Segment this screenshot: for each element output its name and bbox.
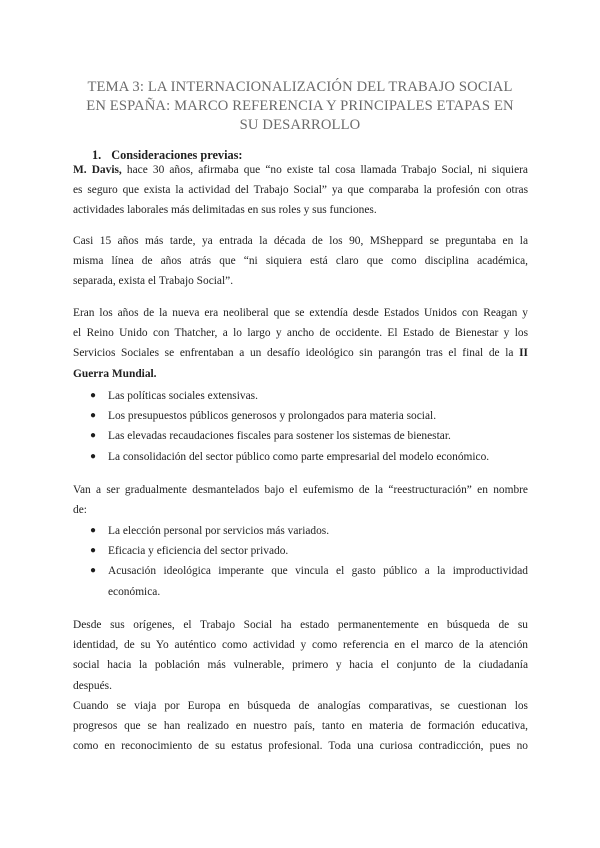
list-item: ● Las políticas sociales extensivas. [73, 386, 528, 406]
text-line: Desde sus orígenes, el Trabajo Social ha estado permanentemente en búsqueda de su [73, 619, 528, 631]
paragraph-europe [73, 696, 528, 757]
bullet-icon: ● [90, 410, 97, 422]
text-line: de: [73, 504, 87, 517]
title-line: SU DESARROLLO [239, 117, 361, 133]
text-line: progresos que se han realizado en nuestro país, tanto en materia de formación educativa, [73, 720, 528, 733]
list-item: ● Las elevadas recaudaciones fiscales para sostener los sistemas de bienestar. [73, 426, 528, 446]
text-line: después. [73, 679, 112, 692]
list-item: ● La consolidación del sector público como parte empresarial del modelo económico. [73, 447, 528, 467]
text-line: Cuando se viaja por Europa en búsqueda de analogías comparativas, se cuestionan los [73, 700, 528, 712]
bullet-icon: ● [90, 545, 97, 557]
text-line: social hacia la población más vulnerable, primero y hacia el conjunto de la ciudadanía [73, 659, 528, 672]
text-line: Servicios Sociales se enfrentaban a un desafío ideológico sin parangón tras el final de la II [73, 347, 528, 360]
text-line: Van a ser gradualmente desmantelados bajo el eufemismo de la “reestructuración” en nombre [73, 484, 528, 496]
section-title: Consideraciones previas: [111, 148, 243, 162]
document-title [70, 78, 530, 135]
bullet-icon: ● [90, 565, 97, 577]
paragraph-neoliberal [73, 303, 528, 384]
text-line: Casi 15 años más tarde, ya entrada la década de los 90, MSheppard se preguntaba en la [73, 235, 528, 247]
author-name: M. Davis, [73, 164, 122, 176]
bullet-list-private [73, 521, 528, 602]
paragraph-identity [73, 615, 528, 696]
text-line: el Reino Unido con Thatcher, a lo largo y ancho de occidente. El Estado de Bienestar y los [73, 327, 528, 340]
paragraph-restructuring [73, 480, 528, 520]
paragraph-sheppard [73, 231, 528, 292]
list-item: ● La elección personal por servicios más variados. [73, 521, 528, 541]
text-line: separada, exista el Trabajo Social”. [73, 275, 234, 288]
bullet-icon: ● [90, 430, 97, 442]
bullet-icon: ● [90, 390, 97, 401]
text-line: misma línea de años atrás que “ni siquiera está claro que como disciplina académica, [73, 255, 528, 268]
bullet-icon: ● [90, 450, 97, 462]
text-line: como en reconocimiento de su estatus profesional. Toda una curiosa contradicción, pues no [73, 740, 528, 753]
bullet-list-welfare [73, 386, 528, 467]
title-line: TEMA 3: LA INTERNACIONALIZACIÓN DEL TRABAJO SOCIAL [87, 79, 513, 95]
list-item: ● Eficacia y eficiencia del sector privado. [73, 541, 528, 561]
list-item: ● Acusación ideológica imperante que vincula el gasto público a la improductividad económica. [73, 561, 528, 601]
paragraph-davis [73, 160, 528, 221]
title-line: EN ESPAÑA: MARCO REFERENCIA Y PRINCIPALES ETAPAS EN [86, 98, 514, 114]
text-line: Guerra Mundial. [73, 367, 157, 380]
section-number: 1. [92, 148, 102, 162]
list-item: ● Los presupuestos públicos generosos y prolongados para materia social. [73, 406, 528, 426]
text-line: M. Davis, hace 30 años, afirmaba que “no existe tal cosa llamada Trabajo Social, ni siquiera [73, 164, 528, 176]
text-line: actividades laborales más delimitadas en sus roles y sus funciones. [73, 204, 377, 217]
text-line: identidad, de su Yo auténtico como actividad y como referencia en el marco de la atención [73, 639, 528, 652]
text-line: Eran los años de la nueva era neoliberal que se extendía desde Estados Unidos con Reagan y [73, 307, 528, 319]
text-line: es seguro que exista la actividad del Trabajo Social” ya que comparaba la profesión con otras [73, 184, 528, 197]
bullet-icon: ● [90, 525, 97, 536]
